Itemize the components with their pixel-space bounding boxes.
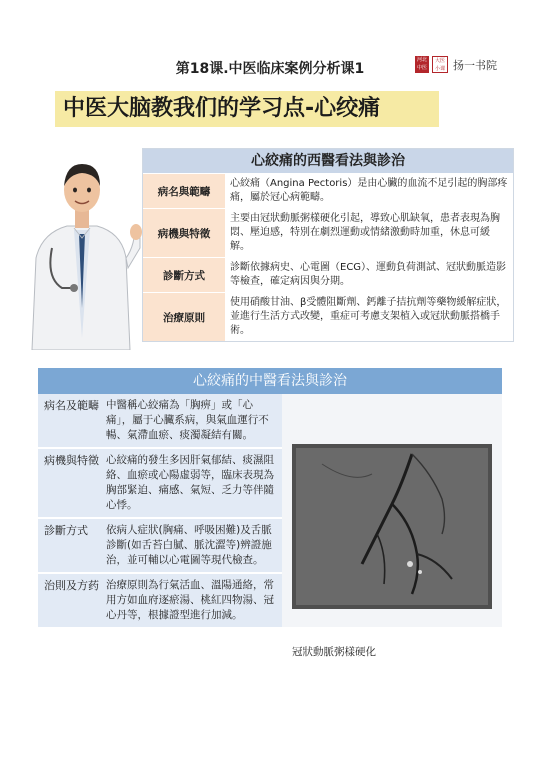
table-row [143, 173, 513, 208]
row-label: 治則及方药 [44, 579, 99, 592]
angiogram-image [292, 444, 492, 609]
row-label: 診斷方式 [143, 258, 225, 292]
row-value: 心絞痛（Angina Pectoris）是由心臟的血流不足引起的胸部疼痛，屬於冠心病範疇。 [225, 174, 513, 208]
row-value: 診斷依據病史、心電圖（ECG）、運動負荷測試、冠狀動脈造影等檢查，確定病因與分期。 [225, 258, 513, 292]
row-value: 中醫稱心絞痛為「胸痹」或「心痛」，屬于心臟系病，與氣血運行不暢、氣滯血瘀、痰濁凝結有關。 [106, 399, 269, 441]
row-label: 治療原則 [143, 293, 225, 341]
row-value: 治療原則為行氣活血、溫陽通絡，常用方如血府逐瘀湯、桃紅四物湯、冠心丹等，根據證型進行加減。 [106, 579, 274, 621]
brand-name: 扬一书院 [453, 58, 497, 72]
table-row [143, 208, 513, 257]
row-label: 診斷方式 [44, 524, 88, 537]
image-caption: 冠狀動脈粥樣硬化 [292, 646, 376, 658]
row-value: 主要由冠狀動脈粥樣硬化引起，導致心肌缺氧，患者表現為胸悶、壓迫感，特別在劇烈運動或情緒激動時加重，休息可緩解。 [225, 209, 513, 257]
table-row [143, 292, 513, 341]
chinese-table-title: 心絞痛的中醫看法與診治 [38, 368, 502, 394]
row-label: 病機與特徵 [44, 454, 99, 467]
brand-seal-2-icon: 大医 小课 [432, 56, 448, 73]
row-value: 使用硝酸甘油、β受體阻斷劑、鈣離子拮抗劑等藥物緩解症狀，並進行生活方式改變，重症可考慮支架植入或冠狀動脈搭橋手術。 [225, 293, 513, 341]
table-row [38, 519, 282, 574]
page-headline: 中医大脑教我们的学习点-心绞痛 [55, 91, 439, 127]
table-row [143, 257, 513, 292]
angiogram-panel [282, 394, 502, 658]
table-row [38, 449, 282, 519]
row-label: 病名與範疇 [143, 174, 225, 208]
row-value: 依病人症狀(胸痛、呼吸困難)及舌脈診斷(如舌苔白膩、脈沈澀等)辨證施治，並可輔以心電圖等現代檢查。 [106, 524, 272, 566]
row-label: 病名及範疇 [44, 399, 99, 412]
western-view-table [142, 148, 514, 342]
chinese-view-table [38, 368, 502, 658]
doctor-illustration [22, 138, 142, 350]
table-row [38, 394, 282, 449]
course-title: 第18课.中医临床案例分析课1 [175, 61, 365, 77]
row-label: 病機與特徵 [143, 209, 225, 257]
western-table-title: 心絞痛的西醫看法與診治 [143, 149, 513, 173]
brand-logo [415, 56, 497, 73]
row-value: 心絞痛的發生多因肝氣郁結、痰濕阻絡、血瘀或心陽虛弱等，臨床表現為胸部緊迫、痛感、氣短、乏力等伴隨心悸。 [106, 454, 274, 511]
table-row [38, 574, 282, 627]
brand-seal-icon: 河北 中医 [416, 57, 427, 71]
